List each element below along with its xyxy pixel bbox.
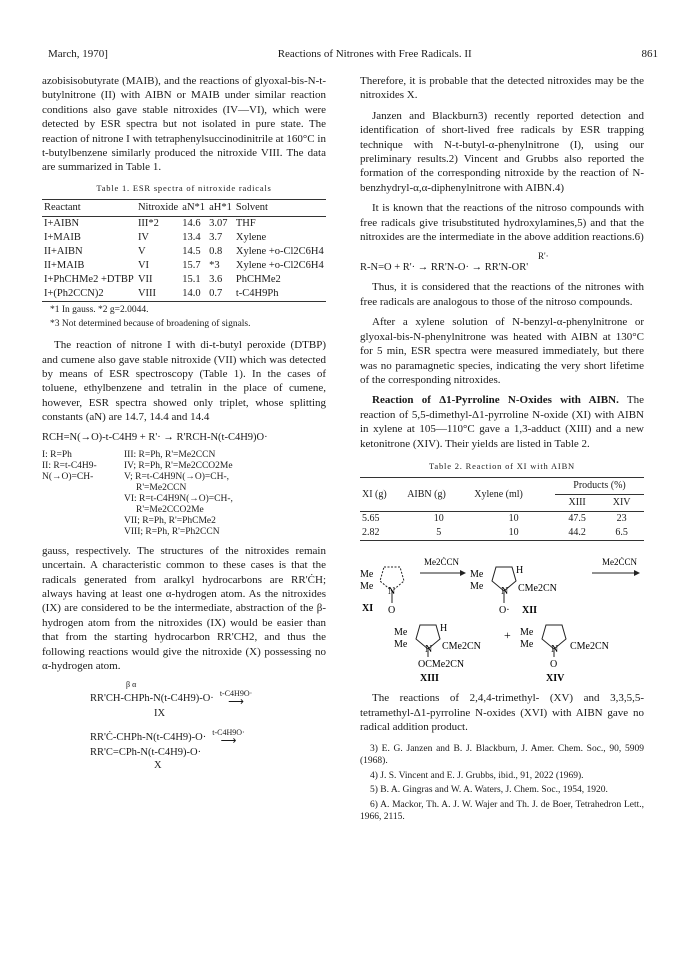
- compound-label: XIV: [546, 673, 565, 684]
- table-cell: 5.65: [362, 513, 380, 525]
- table-cell: 6.5: [615, 527, 628, 539]
- equation-arrow-label: R'·: [538, 251, 549, 262]
- table-row: [42, 273, 326, 287]
- legend-text: III: R=Ph, R'=Me2CCN: [124, 449, 216, 460]
- scheme-formula: RR'C=CPh-N(t-C4H9)-O·: [90, 747, 202, 759]
- arrow-icon: ⟶: [220, 735, 237, 748]
- structure-xiv: [520, 625, 609, 683]
- table-cell: VIII: [137, 288, 157, 300]
- table1-header: Nitroxide: [137, 202, 179, 214]
- legend-text: [42, 527, 120, 538]
- table-row: [42, 259, 326, 273]
- table-row: [360, 526, 644, 541]
- table-row: [42, 217, 326, 232]
- table-row: [42, 231, 326, 245]
- table2: [360, 477, 644, 541]
- paragraph-text: The reaction of 5,5-dimethyl-Δ1-pyrroline N-oxide (XI) with AIBN in xylene at 105—110°C gave a 1,3-adduct (XIII) and a new ketonitrone (XIV). Their yields are listed in Table 2.: [360, 394, 644, 450]
- h-label: H: [440, 623, 448, 635]
- paragraph: [360, 393, 644, 451]
- structure-xi: [360, 567, 404, 616]
- reagent-label: Me2ĊCN: [424, 557, 460, 568]
- legend-text: [42, 483, 120, 494]
- table-row: [42, 287, 326, 302]
- table-cell: 15.7: [182, 260, 201, 272]
- n-label: N: [551, 644, 559, 656]
- oxyl-label: O·: [499, 605, 510, 617]
- table-cell: II+MAIB: [44, 260, 85, 272]
- table-cell: II+AIBN: [44, 246, 83, 258]
- table1-caption: Table 1. ESR spectra of nitroxide radicals: [96, 182, 272, 193]
- table-cell: Xylene +o-Cl2C6H4: [235, 246, 324, 258]
- legend-text: VIII; R=Ph, R'=Ph2CCN: [124, 526, 220, 537]
- table-cell: *3: [209, 260, 220, 272]
- header-date: March, 1970]: [48, 48, 108, 60]
- paragraph: After a xylene solution of N-benzyl-α-phenylnitrone or glyoxal-bis-N-phenylnitrone was heated with AIBN at 130°C for 5 min, ESR spectra were measured immediately, but there was no paramagnetic species, indicating the very short lifetime of the corresponding nitroxides.: [360, 316, 644, 386]
- me-label: Me: [360, 569, 374, 581]
- pyrroline-scheme: [360, 551, 644, 683]
- me-label: Me: [520, 639, 534, 651]
- scheme-arrow-label: t-C4H9O·: [212, 728, 245, 738]
- equation-text: R-N=O + R'· → RR'N-O· → RR'N-OR': [360, 262, 529, 274]
- me-label: Me: [360, 581, 374, 593]
- table-cell: 13.4: [182, 232, 201, 244]
- header-title: Reactions of Nitrones with Free Radicals. II: [277, 48, 472, 60]
- table-cell: 3.7: [209, 232, 223, 244]
- legend-text: II: R=t-C4H9-: [42, 460, 97, 471]
- me-label: Me: [394, 627, 408, 639]
- table-cell: 0.8: [209, 246, 223, 258]
- table-cell: PhCHMe2: [235, 274, 281, 286]
- paragraph: The reactions of 2,4,4-trimethyl- (XV) and 3,3,5,5-tetramethyl-Δ1-pyrroline N-oxides (XVI) with AIBN gave no radical addition product.: [360, 692, 644, 734]
- arrow-icon: ⟶: [228, 696, 244, 709]
- legend-text: N(→O)=CH-: [42, 471, 94, 482]
- table-cell: 10: [508, 527, 519, 539]
- reference-item: 5) B. A. Gingras and W. A. Waters, J. Chem. Soc., 1954, 1920.: [370, 785, 608, 796]
- right-column: [360, 74, 644, 826]
- table1-header: aH*1: [209, 202, 232, 214]
- n-label: N: [501, 586, 509, 598]
- compound-label: XII: [522, 605, 538, 617]
- arrowhead-icon: [460, 570, 466, 576]
- table-cell: t-C4H9Ph: [235, 288, 279, 300]
- arrowhead-icon: [634, 570, 640, 576]
- table-cell: I+PhCHMe2 +DTBP: [44, 274, 134, 286]
- table-cell: 10: [433, 513, 444, 525]
- table-cell: THF: [235, 218, 256, 230]
- table-cell: 10: [508, 513, 519, 525]
- legend-text: [42, 516, 120, 527]
- table1-header: aN*1: [182, 202, 206, 214]
- structure-xiii: [394, 623, 481, 683]
- paragraph: Thus, it is considered that the reactions of the nitrones with free radicals are analogous to those of the nitroso compounds.: [360, 281, 644, 308]
- running-header: [48, 48, 658, 60]
- compound-label: XIII: [420, 673, 439, 684]
- table-cell: 2.82: [362, 527, 380, 539]
- o-label: O: [550, 659, 558, 671]
- table1-header: Solvent: [235, 202, 268, 214]
- table-row: [42, 245, 326, 259]
- scheme-formula: RR'CH-CHPh-N(t-C4H9)-O·: [90, 692, 214, 704]
- reaction-scheme-nitroxide: [42, 681, 326, 772]
- me-label: Me: [470, 569, 484, 581]
- n-label: N: [425, 644, 433, 656]
- table-cell: V: [137, 246, 146, 258]
- legend-text: VI: R=t-C4H9N(→O)=CH-,: [124, 493, 233, 504]
- table-cell: III*2: [137, 218, 159, 230]
- equation: [360, 250, 644, 274]
- table-cell: 3.07: [209, 218, 228, 230]
- table1: [42, 199, 326, 302]
- compound-label: IX: [154, 708, 166, 720]
- paragraph: Janzen and Blackburn3) recently reported detection and identification of short-lived free radicals by ESR trapping technique with N-t-butyl-α-phenylnitrone (I), using our preliminary results.2) Vincent and Grubbs also reported the formation of the corresponding nitroxide by the reaction of N-benzhydryl-α,α-diphenylnitrone with AIBN.4): [360, 109, 644, 194]
- scheme-marks: β α: [126, 680, 137, 690]
- paragraph: gauss, respectively. The structures of the nitroxides remain uncertain. A characteristic common to these cases is that the radicals generated from aralkyl hydrocarbons are RR'ĊH; always having at least one α-hydrogen atom. As the nitroxides (IX) are considered to be the intermediate, abstraction of the β-hydrogen atom from the nitroxides (IX) would be easier than that from the starting hydrocarbon RR'CH2, and thus the following reactions would give the nitroxide (X) possessing no α-hydrogen atom.: [42, 544, 326, 672]
- table-cell: IV: [137, 232, 150, 244]
- table-cell: 0.7: [209, 288, 223, 300]
- paragraph: Therefore, it is probable that the detected nitroxides may be the nitroxides X.: [360, 75, 644, 102]
- table2-header: Products (%): [573, 480, 626, 492]
- table-cell: I+(Ph2CCN)2: [44, 288, 104, 300]
- table-cell: 23: [616, 513, 627, 525]
- table-cell: VII: [137, 274, 153, 286]
- paragraph: It is known that the reactions of the nitroso compounds with free radicals give trisubstituted hydroxylamines,5) and that the nitroxides are the intermediate in the above addition reactions.6): [360, 202, 644, 244]
- table2-header: AIBN (g): [407, 488, 446, 500]
- equation: RCH=N(→O)-t-C4H9 + R'· → R'RCH-N(t-C4H9)O·: [42, 431, 268, 443]
- table-cell: I+MAIB: [44, 232, 81, 244]
- left-column: [42, 74, 326, 772]
- table-cell: 3.6: [209, 274, 223, 286]
- table1-footnote: *1 In gauss. *2 g=2.0044.: [50, 305, 149, 316]
- substituent-label: CMe2CN: [442, 641, 481, 653]
- paragraph: The reaction of nitrone I with di-t-butyl peroxide (DTBP) and cumene also gave stable nitroxide (VII) which was detected by means of ESR spectroscopy (Table 1). In the cases of toluene, ethylbenzene and tetralin in the place of cumene, however, ESR spectra showed only triplet, whose splitting constants (aN) are 14.7, 14.4 and 14.4: [42, 339, 326, 424]
- table2-header: XIII: [555, 495, 599, 512]
- legend-text: V; R=t-C4H9N(→O)=CH-,: [124, 471, 230, 482]
- table-cell: 5: [436, 527, 442, 539]
- o-label: O: [388, 605, 396, 617]
- references: [360, 743, 644, 824]
- paragraph: azobisisobutyrate (MAIB), and the reactions of glyoxal-bis-N-t-butylnitrone (II) with AIBN or MAIB under similar reaction conditions also gave stable nitroxides (IV—VI), which were detected by ESR spectra but not isolated in pure state. The reaction of nitrone I with tetraphenylsuccinodinitrile at 160°C in t-butylbenzene similarly produced the nitroxide VIII. The data are summarized in Table 1.: [42, 75, 326, 174]
- section-heading: Reaction of Δ1-Pyrroline N-Oxides with AIBN.: [372, 394, 619, 407]
- page-number: 861: [641, 48, 658, 60]
- compound-label: X: [154, 760, 162, 772]
- substituent-label: OCMe2CN: [418, 659, 465, 671]
- table2-header: XI (g): [362, 488, 387, 500]
- reference-item: 3) E. G. Janzen and B. J. Blackburn, J. Amer. Chem. Soc., 90, 5909 (1968).: [360, 743, 644, 767]
- table-cell: 47.5: [568, 513, 586, 525]
- structure-xii: [470, 565, 557, 616]
- legend-text: R'=Me2CCN: [136, 482, 187, 493]
- table-cell: 14.0: [182, 288, 201, 300]
- legend-text: IV; R=Ph, R'=Me2CCO2Me: [124, 460, 233, 471]
- table2-caption: Table 2. Reaction of XI with AIBN: [429, 460, 575, 471]
- me-label: Me: [520, 627, 534, 639]
- legend-text: VII; R=Ph, R'=PhCMe2: [124, 515, 216, 526]
- reference-item: 4) J. S. Vincent and E. J. Grubbs, ibid., 91, 2022 (1969).: [370, 770, 584, 781]
- legend-text: [42, 494, 120, 505]
- table-cell: Xylene +o-Cl2C6H4: [235, 260, 324, 272]
- plus-sign: +: [504, 628, 511, 643]
- table2-header: Xylene (ml): [474, 488, 523, 500]
- table-cell: 14.5: [182, 246, 201, 258]
- table-row: [360, 512, 644, 527]
- table2-header: XIV: [599, 495, 644, 512]
- me-label: Me: [394, 639, 408, 651]
- table1-header: Reactant: [44, 202, 81, 214]
- table-cell: Xylene: [235, 232, 267, 244]
- substituent-legend: [42, 450, 326, 538]
- legend-text: R'=Me2CCO2Me: [136, 504, 204, 515]
- legend-text: I: R=Ph: [42, 449, 72, 460]
- table-cell: 15.1: [182, 274, 201, 286]
- table-cell: 44.2: [568, 527, 586, 539]
- n-label: N: [388, 586, 396, 598]
- substituent-label: CMe2CN: [518, 583, 557, 595]
- scheme-formula: RR'Ċ-CHPh-N(t-C4H9)-O·: [90, 731, 207, 743]
- h-label: H: [516, 565, 524, 577]
- compound-label: XI: [362, 603, 374, 615]
- table-cell: I+AIBN: [44, 218, 80, 230]
- me-label: Me: [470, 581, 484, 593]
- table-cell: 14.6: [182, 218, 201, 230]
- scheme-arrow-label: t-C4H9O·: [219, 689, 253, 699]
- reagent-label: Me2ĊCN: [602, 557, 638, 568]
- table-cell: VI: [137, 260, 150, 272]
- table1-footnote: *3 Not determined because of broadening of signals.: [50, 319, 251, 330]
- reference-item: 6) A. Mackor, Th. A. J. W. Wajer and Th. J. de Boer, Tetrahedron Lett., 1966, 2115.: [360, 799, 644, 823]
- legend-text: [42, 505, 120, 516]
- substituent-label: CMe2CN: [570, 641, 609, 653]
